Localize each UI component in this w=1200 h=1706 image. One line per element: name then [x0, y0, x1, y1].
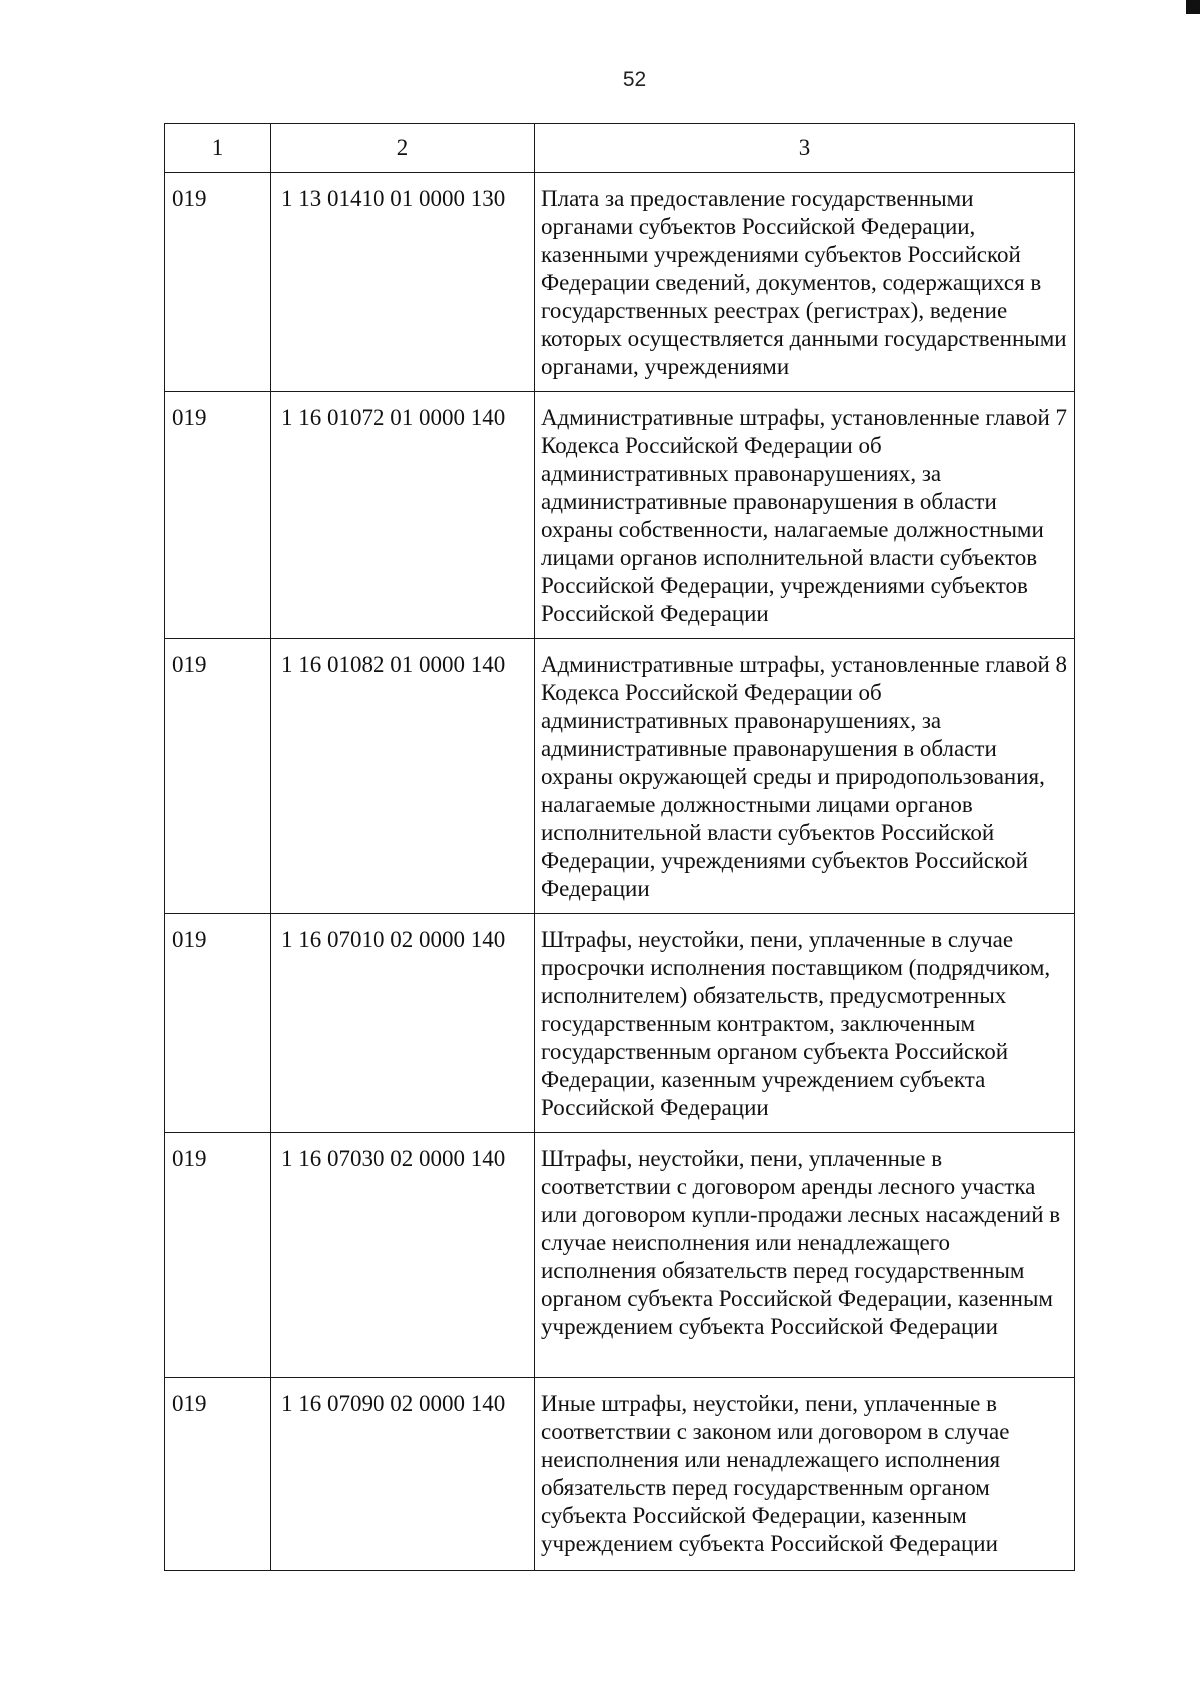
admin-code-cell: 019	[165, 1378, 271, 1571]
description-cell: Штрафы, неустойки, пени, уплаченные в соответствии с договором аренды лесного участка или договором купли-продажи лесных насаждений в случае неисполнения или ненадлежащего исполнения обязательств перед государственным органом субъекта Российской Федерации, казенным учреждением субъекта Российской Федерации	[535, 1133, 1075, 1378]
column-header-1: 1	[165, 124, 271, 173]
description-cell: Административные штрафы, установленные главой 8 Кодекса Российской Федерации об административных правонарушениях, за административные правонарушения в области охраны окружающей среды и природопользования, налагаемые должностными лицами органов исполнительной власти субъектов Российской Федерации, учреждениями субъектов Российской Федерации	[535, 639, 1075, 914]
table-row	[165, 173, 1075, 392]
table-row	[165, 1133, 1075, 1378]
revenue-codes-table-container	[164, 123, 1074, 1571]
table-row	[165, 639, 1075, 914]
budget-code-cell: 1 13 01410 01 0000 130	[271, 173, 535, 392]
budget-code-cell: 1 16 01072 01 0000 140	[271, 392, 535, 639]
column-header-3: 3	[535, 124, 1075, 173]
admin-code-cell: 019	[165, 392, 271, 639]
description-cell: Иные штрафы, неустойки, пени, уплаченные в соответствии с законом или договором в случае неисполнения или ненадлежащего исполнения обязательств перед государственным органом субъекта Российской Федерации, казенным учреждением субъекта Российской Федерации	[535, 1378, 1075, 1571]
description-cell: Административные штрафы, установленные главой 7 Кодекса Российской Федерации об административных правонарушениях, за административные правонарушения в области охраны собственности, налагаемые должностными лицами органов исполнительной власти субъектов Российской Федерации, учреждениями субъектов Российской Федерации	[535, 392, 1075, 639]
table-row	[165, 1378, 1075, 1571]
table-row	[165, 392, 1075, 639]
admin-code-cell: 019	[165, 639, 271, 914]
table-header-row	[165, 124, 1075, 173]
admin-code-cell: 019	[165, 173, 271, 392]
table-row	[165, 914, 1075, 1133]
scan-corner-mark	[1186, 0, 1200, 14]
column-header-2: 2	[271, 124, 535, 173]
admin-code-cell: 019	[165, 914, 271, 1133]
budget-code-cell: 1 16 07090 02 0000 140	[271, 1378, 535, 1571]
description-cell: Плата за предоставление государственными органами субъектов Российской Федерации, казенными учреждениями субъектов Российской Федерации сведений, документов, содержащихся в государственных реестрах (регистрах), ведение которых осуществляется данными государственными органами, учреждениями	[535, 173, 1075, 392]
revenue-codes-table	[164, 123, 1075, 1571]
description-cell: Штрафы, неустойки, пени, уплаченные в случае просрочки исполнения поставщиком (подрядчиком, исполнителем) обязательств, предусмотренных государственным контрактом, заключенным государственным органом субъекта Российской Федерации, казенным учреждением субъекта Российской Федерации	[535, 914, 1075, 1133]
page-number: 52	[622, 68, 647, 91]
budget-code-cell: 1 16 07030 02 0000 140	[271, 1133, 535, 1378]
budget-code-cell: 1 16 07010 02 0000 140	[271, 914, 535, 1133]
admin-code-cell: 019	[165, 1133, 271, 1378]
budget-code-cell: 1 16 01082 01 0000 140	[271, 639, 535, 914]
